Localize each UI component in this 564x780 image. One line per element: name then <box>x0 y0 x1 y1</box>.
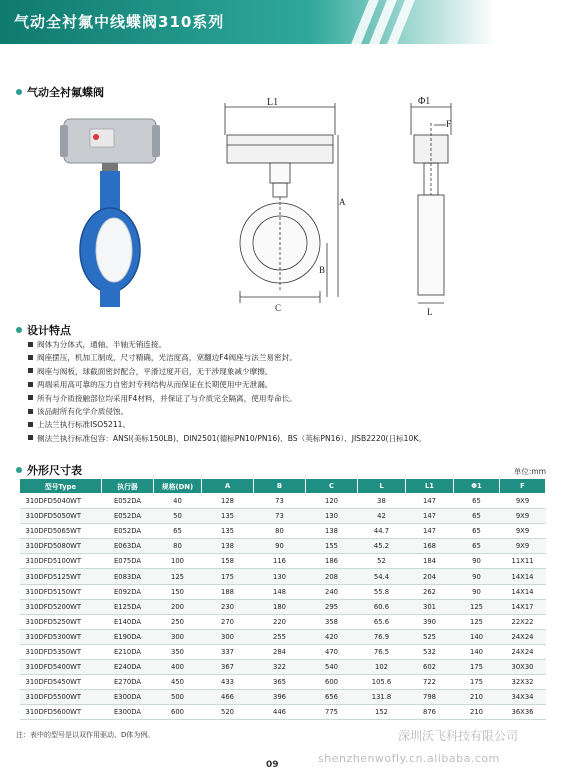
column-header: L1 <box>406 479 454 494</box>
column-header: F <box>500 479 546 494</box>
table-cell: 798 <box>406 690 454 705</box>
table-cell: 186 <box>306 554 358 569</box>
table-row <box>20 644 546 659</box>
table-cell: 73 <box>254 494 306 509</box>
table-cell: E125DA <box>102 599 154 614</box>
column-header: 型号Type <box>20 479 102 494</box>
table-cell: 876 <box>406 705 454 720</box>
table-cell: 24X24 <box>500 629 546 644</box>
table-cell: 90 <box>454 569 500 584</box>
table-cell: E052DA <box>102 494 154 509</box>
table-cell: 147 <box>406 494 454 509</box>
table-cell: 131.8 <box>358 690 406 705</box>
watermark-url: shenzhenwofly.cn.alibaba.com <box>318 752 500 765</box>
table-cell: 337 <box>202 644 254 659</box>
table-cell: 210 <box>454 705 500 720</box>
table-cell: 466 <box>202 690 254 705</box>
table-cell: E140DA <box>102 614 154 629</box>
table-cell: 240 <box>306 584 358 599</box>
dim-label-F: F <box>446 119 452 129</box>
table-cell: 65 <box>154 524 202 539</box>
table-cell: 80 <box>254 524 306 539</box>
table-cell: 520 <box>202 705 254 720</box>
table-cell: 200 <box>154 599 202 614</box>
feature-item: 两端采用高可靠的压力自密封专利结构从而保证在长期使用中无泄漏。 <box>28 378 548 391</box>
table-row <box>20 539 546 554</box>
front-view-drawing <box>215 95 345 320</box>
table-cell: 54.4 <box>358 569 406 584</box>
table-cell: 301 <box>406 599 454 614</box>
table-cell: 100 <box>154 554 202 569</box>
table-cell: 310DFD5250WT <box>20 614 102 629</box>
table-cell: 11X11 <box>500 554 546 569</box>
table-cell: 73 <box>254 509 306 524</box>
table-cell: 14X14 <box>500 584 546 599</box>
table-cell: 14X17 <box>500 599 546 614</box>
table-cell: 400 <box>154 660 202 675</box>
section-heading-text: 外形尺寸表 <box>27 464 82 477</box>
dim-label-L1: L1 <box>267 97 279 108</box>
table-cell: 76.9 <box>358 629 406 644</box>
table-cell: 722 <box>406 675 454 690</box>
feature-item: 该品耐所有化学介质侵蚀。 <box>28 405 548 418</box>
dim-label-phi1: Φ1 <box>418 96 431 107</box>
table-cell: 188 <box>202 584 254 599</box>
table-cell: 310DFD5065WT <box>20 524 102 539</box>
table-cell: 90 <box>454 584 500 599</box>
table-cell: 390 <box>406 614 454 629</box>
table-cell: 470 <box>306 644 358 659</box>
table-cell: 152 <box>358 705 406 720</box>
dimension-table <box>19 478 546 720</box>
dim-label-A: A <box>339 197 345 207</box>
table-cell: 116 <box>254 554 306 569</box>
table-cell: 396 <box>254 690 306 705</box>
table-cell: E270DA <box>102 675 154 690</box>
valve-photo <box>60 115 160 315</box>
table-cell: 65.6 <box>358 614 406 629</box>
feature-item: 上法兰执行标准ISO5211。 <box>28 418 548 431</box>
table-cell: 65 <box>454 539 500 554</box>
table-cell: 80 <box>154 539 202 554</box>
table-cell: 310DFD5300WT <box>20 629 102 644</box>
table-cell: 310DFD5350WT <box>20 644 102 659</box>
table-cell: E052DA <box>102 509 154 524</box>
table-cell: 262 <box>406 584 454 599</box>
table-cell: 147 <box>406 509 454 524</box>
table-cell: 208 <box>306 569 358 584</box>
table-cell: 50 <box>154 509 202 524</box>
table-cell: 310DFD5040WT <box>20 494 102 509</box>
table-cell: 310DFD5080WT <box>20 539 102 554</box>
column-header: 规格(DN) <box>154 479 202 494</box>
table-body <box>20 494 546 720</box>
section-heading-product <box>16 84 104 100</box>
table-row <box>20 629 546 644</box>
table-cell: E210DA <box>102 644 154 659</box>
table-cell: 130 <box>306 509 358 524</box>
table-cell: 147 <box>406 524 454 539</box>
feature-item: 所有与介质接触部位均采用F4材料，并保证了与介质完全隔离，使用寿命长。 <box>28 392 548 405</box>
table-cell: 105.6 <box>358 675 406 690</box>
table-cell: 140 <box>454 629 500 644</box>
section-heading-dimensions <box>16 462 82 478</box>
table-row <box>20 614 546 629</box>
table-cell: 130 <box>254 569 306 584</box>
page-title: 气动全衬氟中线蝶阀310系列 <box>14 13 225 31</box>
table-cell: 65 <box>454 494 500 509</box>
table-cell: 450 <box>154 675 202 690</box>
table-cell: 532 <box>406 644 454 659</box>
table-cell: 32X32 <box>500 675 546 690</box>
table-cell: 300 <box>202 629 254 644</box>
feature-item: 阀座摆压，机加工制成，尺寸精确，光洁度高，宽翻边F4阀座与法兰易密封。 <box>28 351 548 364</box>
table-cell: 270 <box>202 614 254 629</box>
table-row <box>20 509 546 524</box>
table-cell: 220 <box>254 614 306 629</box>
table-cell: 44.7 <box>358 524 406 539</box>
table-cell: 120 <box>306 494 358 509</box>
table-row <box>20 554 546 569</box>
table-cell: 204 <box>406 569 454 584</box>
table-cell: 175 <box>202 569 254 584</box>
table-cell: 310DFD5400WT <box>20 660 102 675</box>
table-cell: 148 <box>254 584 306 599</box>
table-row <box>20 524 546 539</box>
square-bullet-icon <box>28 355 33 360</box>
table-cell: 284 <box>254 644 306 659</box>
table-cell: 540 <box>306 660 358 675</box>
table-cell: E300DA <box>102 690 154 705</box>
table-cell: 600 <box>306 675 358 690</box>
column-header: 执行器 <box>102 479 154 494</box>
table-cell: 350 <box>154 644 202 659</box>
table-cell: 30X30 <box>500 660 546 675</box>
dim-label-B: B <box>319 265 326 275</box>
table-cell: 602 <box>406 660 454 675</box>
bullet-icon <box>16 467 22 473</box>
table-cell: 140 <box>454 644 500 659</box>
column-header: Φ1 <box>454 479 500 494</box>
table-cell: 38 <box>358 494 406 509</box>
table-cell: 138 <box>306 524 358 539</box>
table-cell: 310DFD5600WT <box>20 705 102 720</box>
table-cell: 180 <box>254 599 306 614</box>
table-cell: 210 <box>454 690 500 705</box>
watermark-company: 深圳沃飞科技有限公司 <box>398 729 519 743</box>
table-cell: 9X9 <box>500 539 546 554</box>
table-header-row <box>20 479 546 494</box>
table-cell: 45.2 <box>358 539 406 554</box>
table-cell: 128 <box>202 494 254 509</box>
square-bullet-icon <box>28 382 33 387</box>
table-cell: 175 <box>454 675 500 690</box>
table-cell: 300 <box>154 629 202 644</box>
table-cell: 155 <box>306 539 358 554</box>
table-cell: E300DA <box>102 705 154 720</box>
table-cell: 525 <box>406 629 454 644</box>
table-cell: 310DFD5500WT <box>20 690 102 705</box>
table-cell: 125 <box>154 569 202 584</box>
table-cell: 102 <box>358 660 406 675</box>
table-cell: 22X22 <box>500 614 546 629</box>
table-row <box>20 705 546 720</box>
table-cell: 775 <box>306 705 358 720</box>
table-cell: E075DA <box>102 554 154 569</box>
column-header: A <box>202 479 254 494</box>
dim-label-C: C <box>275 303 282 313</box>
square-bullet-icon <box>28 368 33 373</box>
table-cell: 34X34 <box>500 690 546 705</box>
bullet-icon <box>16 89 22 95</box>
square-bullet-icon <box>28 435 33 440</box>
bullet-icon <box>16 327 22 333</box>
table-row <box>20 675 546 690</box>
table-cell: 60.6 <box>358 599 406 614</box>
table-cell: E240DA <box>102 660 154 675</box>
table-cell: E092DA <box>102 584 154 599</box>
column-header: C <box>306 479 358 494</box>
table-row <box>20 599 546 614</box>
table-cell: E052DA <box>102 524 154 539</box>
table-cell: 9X9 <box>500 524 546 539</box>
square-bullet-icon <box>28 342 33 347</box>
table-cell: 168 <box>406 539 454 554</box>
table-cell: 65 <box>454 509 500 524</box>
table-cell: E190DA <box>102 629 154 644</box>
feature-list <box>28 338 548 445</box>
table-cell: 433 <box>202 675 254 690</box>
table-cell: 656 <box>306 690 358 705</box>
table-cell: 310DFD5450WT <box>20 675 102 690</box>
table-cell: 310DFD5150WT <box>20 584 102 599</box>
table-cell: 90 <box>254 539 306 554</box>
table-cell: 9X9 <box>500 509 546 524</box>
table-cell: 55.8 <box>358 584 406 599</box>
table-cell: 446 <box>254 705 306 720</box>
table-cell: 420 <box>306 629 358 644</box>
table-cell: 42 <box>358 509 406 524</box>
feature-item: 阀体为分体式，通轴、半轴无销连接。 <box>28 338 548 351</box>
table-cell: E083DA <box>102 569 154 584</box>
table-cell: 125 <box>454 614 500 629</box>
table-cell: 322 <box>254 660 306 675</box>
table-cell: 255 <box>254 629 306 644</box>
table-cell: 184 <box>406 554 454 569</box>
table-cell: 310DFD5100WT <box>20 554 102 569</box>
table-cell: 135 <box>202 524 254 539</box>
column-header: L <box>358 479 406 494</box>
table-cell: 365 <box>254 675 306 690</box>
table-cell: 310DFD5200WT <box>20 599 102 614</box>
table-cell: 135 <box>202 509 254 524</box>
table-cell: E063DA <box>102 539 154 554</box>
table-cell: 367 <box>202 660 254 675</box>
table-cell: 24X24 <box>500 644 546 659</box>
table-cell: 358 <box>306 614 358 629</box>
table-cell: 295 <box>306 599 358 614</box>
table-cell: 90 <box>454 554 500 569</box>
feature-item: 侧法兰执行标准包容：ANSI(美标150LB)、DIN2501(德标PN10/PN16)、BS（英标PN16）、JISB2220(日标10K。 <box>28 432 548 445</box>
table-cell: 600 <box>154 705 202 720</box>
table-cell: 158 <box>202 554 254 569</box>
column-header: B <box>254 479 306 494</box>
footnote: 注：表中的型号是以双作用驱动、D体为例。 <box>16 731 155 739</box>
table-cell: 65 <box>454 524 500 539</box>
table-cell: 310DFD5050WT <box>20 509 102 524</box>
table-row <box>20 690 546 705</box>
section-heading-text: 气动全衬氟蝶阀 <box>27 86 104 99</box>
dim-label-L: L <box>427 307 433 317</box>
table-cell: 175 <box>454 660 500 675</box>
table-cell: 40 <box>154 494 202 509</box>
square-bullet-icon <box>28 395 33 400</box>
table-cell: 52 <box>358 554 406 569</box>
table-row <box>20 660 546 675</box>
square-bullet-icon <box>28 409 33 414</box>
table-row <box>20 584 546 599</box>
square-bullet-icon <box>28 422 33 427</box>
table-cell: 14X14 <box>500 569 546 584</box>
table-cell: 138 <box>202 539 254 554</box>
unit-note: 单位:mm <box>513 467 546 476</box>
table-cell: 76.5 <box>358 644 406 659</box>
section-heading-features <box>16 322 71 338</box>
table-cell: 9X9 <box>500 494 546 509</box>
table-cell: 150 <box>154 584 202 599</box>
side-view-drawing <box>396 95 466 320</box>
table-row <box>20 569 546 584</box>
table-row <box>20 494 546 509</box>
table-cell: 500 <box>154 690 202 705</box>
table-cell: 125 <box>454 599 500 614</box>
table-cell: 310DFD5125WT <box>20 569 102 584</box>
table-cell: 250 <box>154 614 202 629</box>
feature-item: 阀座与阀板，球截面密封配合，平滑过度开启，无干涉现象减少摩擦。 <box>28 365 548 378</box>
table-cell: 36X36 <box>500 705 546 720</box>
page-number: 09 <box>266 760 279 770</box>
table-cell: 230 <box>202 599 254 614</box>
section-heading-text: 设计特点 <box>27 324 71 337</box>
